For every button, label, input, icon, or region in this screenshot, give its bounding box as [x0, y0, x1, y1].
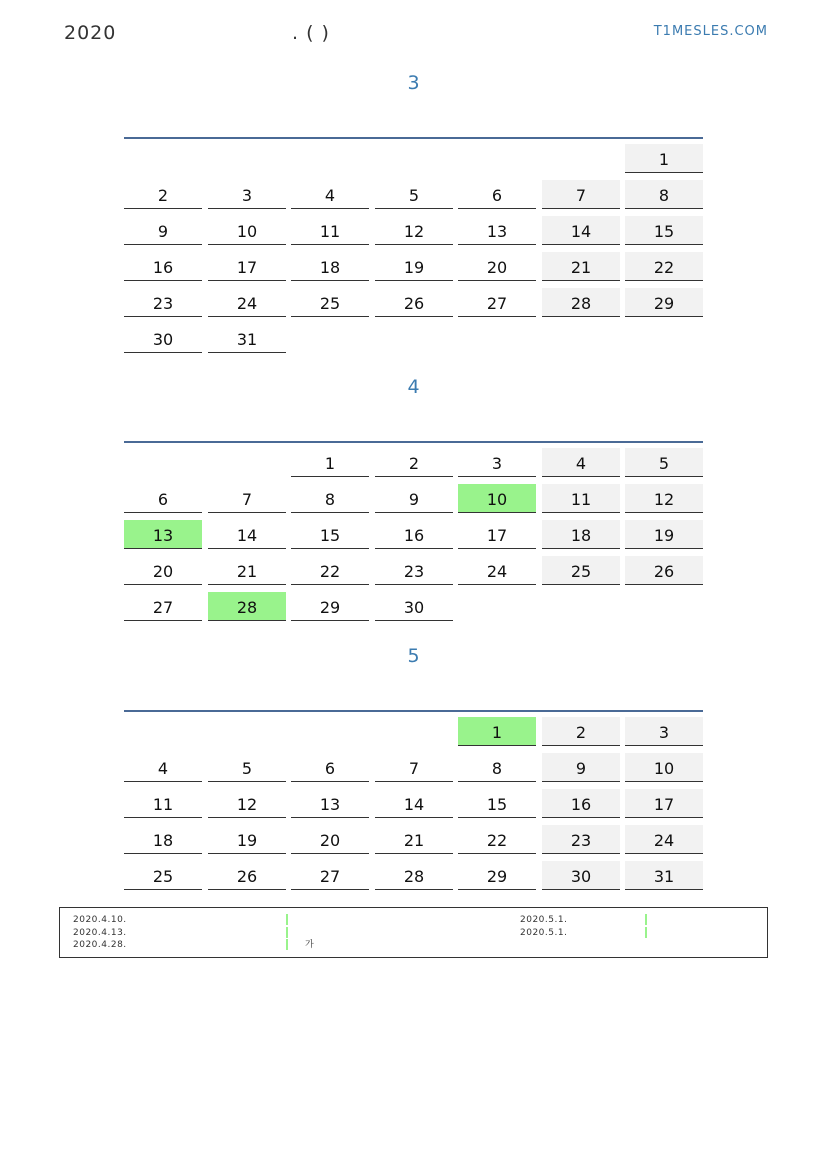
day-cell: 25 — [291, 288, 369, 317]
day-cell: 20 — [458, 252, 536, 281]
day-cell: 4 — [542, 448, 620, 477]
day-cell: 22 — [291, 556, 369, 585]
day-cell: 8 — [458, 753, 536, 782]
day-cell: 17 — [458, 520, 536, 549]
day-cell: 30 — [375, 592, 453, 621]
site-link[interactable]: T1MESLES.COM — [653, 24, 768, 39]
day-cell: 19 — [375, 252, 453, 281]
month-title: 4 — [407, 376, 420, 398]
day-cell: 2 — [124, 180, 202, 209]
day-cell: 27 — [291, 861, 369, 890]
day-cell: 10 — [208, 216, 286, 245]
note-date: 2020.4.13. — [73, 927, 127, 938]
day-cell: 6 — [124, 484, 202, 513]
day-cell: 13 — [458, 216, 536, 245]
day-cell: 25 — [542, 556, 620, 585]
month-calendar — [124, 710, 703, 897]
day-cell: 16 — [124, 252, 202, 281]
day-cell: 17 — [625, 789, 703, 818]
day-cell: 9 — [124, 216, 202, 245]
day-cell: 14 — [208, 520, 286, 549]
holiday-marker-icon — [286, 927, 288, 938]
holiday-day-cell: 28 — [208, 592, 286, 621]
day-cell: 8 — [625, 180, 703, 209]
page-header — [64, 22, 768, 44]
day-cell: 16 — [542, 789, 620, 818]
day-cell: 23 — [124, 288, 202, 317]
day-cell: 26 — [208, 861, 286, 890]
holiday-day-cell: 1 — [458, 717, 536, 746]
day-cell: 4 — [124, 753, 202, 782]
calendar-top-rule — [124, 137, 703, 139]
day-cell: 21 — [375, 825, 453, 854]
day-cell: 18 — [291, 252, 369, 281]
holiday-notes — [59, 907, 768, 958]
day-cell: 21 — [542, 252, 620, 281]
day-cell: 5 — [375, 180, 453, 209]
note-date: 2020.5.1. — [520, 927, 568, 938]
day-cell: 6 — [291, 753, 369, 782]
day-cell: 7 — [375, 753, 453, 782]
day-cell: 16 — [375, 520, 453, 549]
day-cell: 25 — [124, 861, 202, 890]
day-cell: 26 — [625, 556, 703, 585]
day-cell: 14 — [375, 789, 453, 818]
day-cell: 18 — [124, 825, 202, 854]
day-cell: 12 — [625, 484, 703, 513]
day-cell: 9 — [375, 484, 453, 513]
note-date: 2020.4.10. — [73, 915, 127, 925]
day-cell: 3 — [625, 717, 703, 746]
day-cell: 29 — [625, 288, 703, 317]
day-cell: 29 — [458, 861, 536, 890]
calendar-top-rule — [124, 441, 703, 443]
day-cell: 30 — [542, 861, 620, 890]
day-cell: 3 — [208, 180, 286, 209]
day-cell: 30 — [124, 324, 202, 353]
day-cell: 31 — [625, 861, 703, 890]
day-cell: 2 — [375, 448, 453, 477]
day-cell: 7 — [208, 484, 286, 513]
day-cell: 29 — [291, 592, 369, 621]
day-cell: 4 — [291, 180, 369, 209]
day-cell: 11 — [291, 216, 369, 245]
holiday-marker-icon — [645, 914, 647, 925]
day-cell: 28 — [375, 861, 453, 890]
day-cell: 3 — [458, 448, 536, 477]
day-cell: 26 — [375, 288, 453, 317]
day-cell: 13 — [291, 789, 369, 818]
day-cell: 5 — [208, 753, 286, 782]
day-cell: 28 — [542, 288, 620, 317]
note-text: 가 — [305, 940, 315, 950]
holiday-marker-icon — [286, 939, 288, 950]
day-cell: 15 — [625, 216, 703, 245]
day-cell: 24 — [625, 825, 703, 854]
day-cell: 10 — [625, 753, 703, 782]
holiday-day-cell: 10 — [458, 484, 536, 513]
header-title: . ( ) — [292, 22, 330, 44]
day-cell: 15 — [458, 789, 536, 818]
day-cell: 1 — [291, 448, 369, 477]
day-cell: 11 — [542, 484, 620, 513]
day-cell: 11 — [124, 789, 202, 818]
holiday-marker-icon — [645, 927, 647, 938]
day-cell: 19 — [625, 520, 703, 549]
day-cell: 31 — [208, 324, 286, 353]
day-cell: 20 — [124, 556, 202, 585]
day-cell: 15 — [291, 520, 369, 549]
day-cell: 22 — [458, 825, 536, 854]
note-date: 2020.5.1. — [520, 915, 568, 925]
day-cell: 24 — [208, 288, 286, 317]
day-cell: 2 — [542, 717, 620, 746]
header-year: 2020 — [64, 22, 117, 44]
day-cell: 6 — [458, 180, 536, 209]
day-cell: 12 — [375, 216, 453, 245]
holiday-day-cell: 13 — [124, 520, 202, 549]
day-cell: 21 — [208, 556, 286, 585]
day-cell: 14 — [542, 216, 620, 245]
day-cell: 18 — [542, 520, 620, 549]
day-cell: 12 — [208, 789, 286, 818]
day-cell: 8 — [291, 484, 369, 513]
day-cell: 20 — [291, 825, 369, 854]
month-calendar — [124, 441, 703, 628]
day-cell: 5 — [625, 448, 703, 477]
month-title: 5 — [407, 645, 420, 667]
day-cell: 22 — [625, 252, 703, 281]
day-cell: 23 — [542, 825, 620, 854]
day-cell: 9 — [542, 753, 620, 782]
note-date: 2020.4.28. — [73, 940, 127, 950]
calendar-top-rule — [124, 710, 703, 712]
day-cell: 23 — [375, 556, 453, 585]
day-cell: 27 — [458, 288, 536, 317]
day-cell: 17 — [208, 252, 286, 281]
month-title: 3 — [407, 72, 420, 94]
holiday-marker-icon — [286, 914, 288, 925]
day-cell: 27 — [124, 592, 202, 621]
month-calendar — [124, 137, 703, 360]
day-cell: 1 — [625, 144, 703, 173]
day-cell: 24 — [458, 556, 536, 585]
day-cell: 7 — [542, 180, 620, 209]
day-cell: 19 — [208, 825, 286, 854]
